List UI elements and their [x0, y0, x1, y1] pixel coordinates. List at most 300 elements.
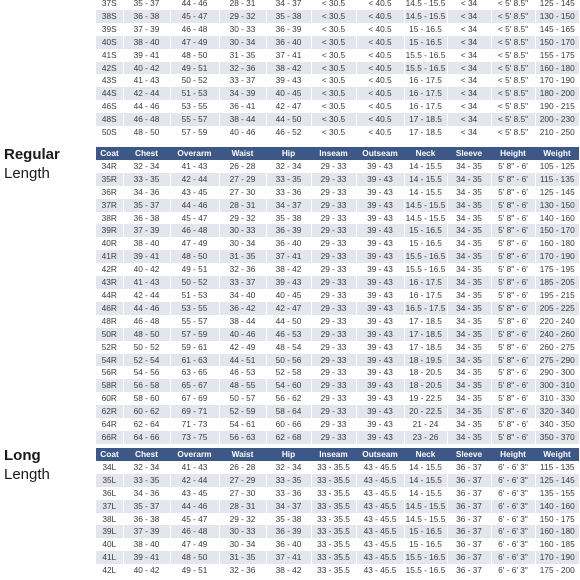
table-cell: 6' - 6' 3": [491, 487, 535, 500]
table-cell: 40 - 42: [123, 263, 170, 276]
table-cell: 38 - 44: [219, 315, 266, 328]
table-cell: 46 - 48: [170, 23, 219, 36]
table-cell: 57 - 59: [170, 328, 219, 341]
table-cell: 33 - 35.5: [311, 564, 356, 577]
table-cell: 38R: [96, 212, 123, 225]
table-cell: 33 - 37: [219, 74, 266, 87]
table-cell: 56 - 58: [123, 379, 170, 392]
table-cell: 5' 8" - 6': [491, 173, 535, 186]
table-cell: 30 - 33: [219, 525, 266, 538]
table-cell: 41S: [96, 49, 123, 62]
table-cell: 17 - 18.5: [404, 328, 447, 341]
table-cell: 17 - 18.5: [404, 113, 447, 126]
table-cell: 62 - 68: [266, 431, 311, 444]
table-cell: 50 - 52: [123, 341, 170, 354]
table-cell: 29 - 33: [311, 276, 356, 289]
table-cell: 200 - 230: [535, 113, 579, 126]
table-cell: < 30.5: [311, 36, 356, 49]
table-cell: 51 - 53: [170, 87, 219, 100]
table-cell: 36 - 40: [266, 538, 311, 551]
table-cell: 34 - 39: [219, 87, 266, 100]
table-cell: 34 - 40: [219, 289, 266, 302]
table-cell: 39 - 43: [356, 199, 404, 212]
table-cell: 54R: [96, 354, 123, 367]
table-cell: 42 - 44: [123, 289, 170, 302]
table-cell: < 30.5: [311, 23, 356, 36]
table-cell: 46 - 48: [123, 315, 170, 328]
table-cell: 42R: [96, 263, 123, 276]
table-cell: < 40.5: [356, 0, 404, 10]
table-cell: 36 - 38: [123, 10, 170, 23]
table-row: [96, 62, 579, 75]
table-row: [96, 341, 579, 354]
column-header: Chest: [123, 147, 170, 160]
table-cell: 41 - 43: [123, 74, 170, 87]
table-row: [96, 405, 579, 418]
table-row: [96, 276, 579, 289]
table-row: [96, 250, 579, 263]
table-cell: 39 - 43: [356, 379, 404, 392]
table-cell: 54 - 61: [219, 418, 266, 431]
table-cell: 36 - 40: [266, 237, 311, 250]
table-cell: 16 - 17.5: [404, 276, 447, 289]
table-cell: 15.5 - 16.5: [405, 264, 446, 275]
table-cell: 30 - 34: [219, 36, 266, 49]
table-cell: 36 - 38: [123, 513, 170, 526]
table-cell: 29 - 33: [311, 418, 356, 431]
table-cell: 36 - 40: [266, 36, 311, 49]
table-row: [96, 237, 579, 250]
table-cell: 32 - 34: [266, 160, 311, 173]
table-cell: 41 - 43: [170, 160, 219, 173]
table-cell: 37L: [96, 500, 123, 513]
table-cell: 16 - 17.5: [404, 100, 447, 113]
table-cell: 175 - 200: [535, 564, 579, 577]
table-cell: 56 - 63: [219, 431, 266, 444]
table-cell: 5' 8" - 6': [491, 431, 535, 444]
table-cell: 32 - 34: [123, 160, 170, 173]
table-cell: 16 - 17.5: [404, 74, 447, 87]
table-cell: 29 - 33: [311, 186, 356, 199]
table-cell: < 34: [447, 126, 491, 139]
table-cell: 55 - 57: [170, 315, 219, 328]
table-cell: 29 - 32: [219, 10, 266, 23]
table-cell: 44S: [96, 87, 123, 100]
table-cell: 58 - 60: [123, 392, 170, 405]
table-cell: 195 - 215: [535, 289, 579, 302]
table-cell: 31 - 35: [219, 551, 266, 564]
table-cell: 37 - 39: [123, 224, 170, 237]
table-row: [96, 431, 579, 444]
table-cell: 320 - 340: [535, 405, 579, 418]
table-cell: 5' 8" - 6': [491, 379, 535, 392]
table-cell: 5' 8" - 6': [491, 418, 535, 431]
table-cell: 39 - 43: [356, 392, 404, 405]
table-cell: 30 - 34: [219, 237, 266, 250]
table-cell: 50 - 52: [170, 74, 219, 87]
table-cell: 54 - 56: [123, 366, 170, 379]
table-cell: 36 - 37: [447, 487, 491, 500]
table-cell: 6' - 6' 3": [491, 538, 535, 551]
table-cell: 29 - 32: [219, 513, 266, 526]
table-row: [96, 10, 579, 23]
table-cell: 6' - 6' 3": [491, 461, 535, 474]
table-cell: 14.5 - 15.5: [404, 0, 447, 10]
table-cell: 18 - 20.5: [404, 366, 447, 379]
table-cell: 45 - 47: [170, 212, 219, 225]
table-cell: 40 - 42: [123, 564, 170, 577]
table-cell: 14 - 15.5: [404, 461, 447, 474]
table-cell: 34 - 35: [447, 186, 491, 199]
regular-length-label: [4, 147, 60, 181]
table-cell: 5' 8" - 6': [491, 392, 535, 405]
table-cell: 14 - 15.5: [404, 474, 447, 487]
table-cell: < 30.5: [311, 100, 356, 113]
table-row: [96, 366, 579, 379]
table-cell: 67 - 69: [170, 392, 219, 405]
column-header: Waist: [219, 147, 266, 160]
table-cell: 35 - 37: [123, 0, 170, 10]
table-cell: 43 - 45.5: [356, 461, 404, 474]
table-cell: 46 - 52: [266, 126, 311, 139]
table-cell: 36L: [96, 487, 123, 500]
table-cell: 29 - 33: [311, 341, 356, 354]
table-cell: 39 - 41: [123, 551, 170, 564]
table-cell: 48 - 50: [170, 49, 219, 62]
table-cell: 180 - 200: [535, 87, 579, 100]
table-cell: 46 - 48: [170, 224, 219, 237]
table-cell: 34 - 35: [447, 405, 491, 418]
table-cell: 31 - 35: [219, 250, 266, 263]
table-cell: 39 - 43: [356, 341, 404, 354]
table-cell: 44 - 46: [170, 0, 219, 10]
table-cell: 35 - 38: [266, 513, 311, 526]
table-cell: < 5' 8.5": [491, 74, 535, 87]
table-cell: 135 - 155: [535, 487, 579, 500]
table-cell: 27 - 29: [219, 173, 266, 186]
table-cell: 44 - 50: [266, 113, 311, 126]
table-cell: 160 - 180: [535, 62, 579, 75]
table-cell: 39 - 41: [123, 49, 170, 62]
table-cell: 140 - 160: [535, 212, 579, 225]
table-cell: 64R: [96, 418, 123, 431]
table-cell: 49 - 51: [170, 564, 219, 577]
table-cell: 14 - 15.5: [404, 173, 447, 186]
regular-label-line1: Regular: [4, 146, 60, 163]
table-cell: 43 - 45.5: [356, 551, 404, 564]
table-cell: 45 - 47: [170, 513, 219, 526]
regular-length-table: [96, 147, 579, 444]
table-cell: 125 - 145: [535, 474, 579, 487]
table-cell: 220 - 240: [535, 315, 579, 328]
table-cell: 34 - 35: [447, 302, 491, 315]
table-cell: 38 - 40: [123, 538, 170, 551]
table-row: [96, 564, 579, 577]
table-cell: 23 - 26: [404, 431, 447, 444]
table-cell: 29 - 33: [311, 302, 356, 315]
table-cell: < 30.5: [311, 10, 356, 23]
table-cell: 300 - 310: [535, 379, 579, 392]
table-cell: 29 - 32: [219, 212, 266, 225]
table-row: [96, 379, 579, 392]
table-cell: 5' 8" - 6': [491, 224, 535, 237]
table-cell: 18 - 20.5: [404, 379, 447, 392]
table-cell: < 34: [447, 10, 491, 23]
table-cell: 48 - 50: [123, 328, 170, 341]
table-cell: 33 - 36: [266, 186, 311, 199]
table-cell: 155 - 175: [535, 49, 579, 62]
table-cell: 145 - 165: [535, 23, 579, 36]
table-cell: 44 - 46: [170, 500, 219, 513]
table-row: [96, 23, 579, 36]
table-row: [96, 418, 579, 431]
table-cell: 33 - 35.5: [311, 487, 356, 500]
table-row: [96, 392, 579, 405]
table-cell: 240 - 260: [535, 328, 579, 341]
table-cell: < 34: [447, 113, 491, 126]
table-cell: 39R: [96, 224, 123, 237]
table-cell: < 5' 8.5": [491, 100, 535, 113]
column-header: Coat: [96, 448, 123, 461]
table-row: [96, 126, 579, 139]
table-row: [96, 474, 579, 487]
table-cell: 47 - 49: [170, 538, 219, 551]
table-cell: 17 - 18.5: [404, 341, 447, 354]
table-cell: 6' - 6' 3": [491, 564, 535, 577]
table-cell: 50R: [96, 328, 123, 341]
table-cell: 6' - 6' 3": [491, 525, 535, 538]
table-cell: 290 - 300: [535, 366, 579, 379]
table-row: [96, 328, 579, 341]
table-cell: 46R: [96, 302, 123, 315]
table-cell: < 30.5: [311, 0, 356, 10]
table-cell: 44 - 51: [219, 354, 266, 367]
table-cell: 15 - 16.5: [404, 538, 447, 551]
table-cell: 39S: [96, 23, 123, 36]
table-cell: 42 - 47: [266, 302, 311, 315]
table-cell: 39 - 43: [356, 354, 404, 367]
table-cell: 115 - 135: [535, 461, 579, 474]
table-cell: 6' - 6' 3": [491, 500, 535, 513]
table-cell: 170 - 190: [535, 250, 579, 263]
table-cell: 36 - 37: [447, 513, 491, 526]
table-cell: 32 - 36: [219, 263, 266, 276]
table-cell: 34 - 35: [447, 392, 491, 405]
table-row: [96, 525, 579, 538]
table-cell: 34 - 35: [447, 263, 491, 276]
table-cell: 33 - 35.5: [311, 474, 356, 487]
table-cell: 210 - 250: [535, 126, 579, 139]
table-cell: 36 - 37: [447, 500, 491, 513]
table-cell: 33 - 37: [219, 276, 266, 289]
table-cell: 16.5 - 17.5: [405, 302, 446, 313]
table-cell: 33 - 35: [266, 173, 311, 186]
table-cell: 39 - 43: [266, 74, 311, 87]
table-cell: < 30.5: [311, 126, 356, 139]
table-cell: 33 - 35.5: [311, 461, 356, 474]
table-cell: 32 - 36: [219, 564, 266, 577]
table-row: [96, 263, 579, 276]
table-cell: < 34: [447, 36, 491, 49]
table-cell: 42 - 44: [170, 474, 219, 487]
table-cell: 19 - 22.5: [404, 392, 447, 405]
table-cell: 29 - 33: [311, 160, 356, 173]
column-header: Overarm: [170, 147, 219, 160]
table-cell: 40 - 42: [123, 62, 170, 75]
table-row: [96, 315, 579, 328]
table-cell: 34 - 35: [447, 276, 491, 289]
table-cell: 39 - 43: [356, 418, 404, 431]
table-cell: 38L: [96, 513, 123, 526]
table-cell: 175 - 195: [535, 263, 579, 276]
table-cell: 34 - 35: [447, 173, 491, 186]
table-cell: 38 - 40: [123, 36, 170, 49]
table-cell: 17 - 18.5: [404, 126, 447, 139]
table-cell: 5' 8" - 6': [491, 302, 535, 315]
table-cell: < 5' 8.5": [491, 10, 535, 23]
table-cell: 5' 8" - 6': [491, 212, 535, 225]
table-cell: 69 - 71: [170, 405, 219, 418]
column-header: Neck: [404, 147, 447, 160]
table-cell: < 30.5: [311, 74, 356, 87]
table-cell: 33 - 35: [123, 173, 170, 186]
table-cell: 30 - 33: [219, 224, 266, 237]
table-cell: 34 - 37: [266, 0, 311, 10]
table-cell: 39 - 43: [356, 366, 404, 379]
column-header: Outseam: [356, 147, 404, 160]
table-cell: 28 - 31: [219, 0, 266, 10]
table-cell: 36 - 38: [123, 212, 170, 225]
long-length-table: [96, 448, 579, 577]
table-cell: 39 - 43: [356, 250, 404, 263]
table-cell: 5' 8" - 6': [491, 405, 535, 418]
table-cell: 29 - 33: [311, 379, 356, 392]
table-cell: 37S: [96, 0, 123, 10]
table-cell: 36 - 37: [447, 525, 491, 538]
table-cell: 43 - 45: [170, 186, 219, 199]
table-cell: 260 - 275: [535, 341, 579, 354]
table-cell: 34 - 35: [447, 431, 491, 444]
table-cell: 34 - 35: [447, 224, 491, 237]
table-cell: 15 - 16.5: [404, 36, 447, 49]
table-cell: 42L: [96, 564, 123, 577]
table-row: [96, 212, 579, 225]
table-cell: < 40.5: [356, 113, 404, 126]
table-cell: 44R: [96, 289, 123, 302]
table-cell: 5' 8" - 6': [491, 328, 535, 341]
table-cell: 36 - 37: [447, 461, 491, 474]
table-cell: 61 - 63: [170, 354, 219, 367]
table-cell: 15.5 - 16.5: [405, 565, 446, 576]
table-cell: 46 - 48: [123, 113, 170, 126]
table-cell: 42S: [96, 62, 123, 75]
table-row: [96, 354, 579, 367]
table-cell: 73 - 75: [170, 431, 219, 444]
table-cell: 170 - 190: [535, 74, 579, 87]
table-cell: 15.5 - 16.5: [405, 552, 446, 563]
table-cell: 43 - 45.5: [356, 474, 404, 487]
table-cell: 6' - 6' 3": [491, 474, 535, 487]
table-cell: 50 - 56: [266, 354, 311, 367]
table-cell: 26 - 28: [219, 160, 266, 173]
table-cell: 43 - 45.5: [356, 500, 404, 513]
table-cell: 34 - 35: [447, 379, 491, 392]
table-cell: 32 - 36: [219, 62, 266, 75]
table-row: [96, 49, 579, 62]
table-cell: 60 - 66: [266, 418, 311, 431]
header-row: [96, 448, 579, 461]
table-cell: 36 - 37: [447, 474, 491, 487]
table-cell: 29 - 33: [311, 405, 356, 418]
table-cell: < 40.5: [356, 74, 404, 87]
table-cell: 55 - 57: [170, 113, 219, 126]
table-cell: 185 - 205: [535, 276, 579, 289]
table-cell: 58 - 64: [266, 405, 311, 418]
column-header: Chest: [123, 448, 170, 461]
table-cell: 190 - 215: [535, 100, 579, 113]
table-cell: 36 - 37: [447, 551, 491, 564]
table-cell: 310 - 330: [535, 392, 579, 405]
table-cell: 5' 8" - 6': [491, 289, 535, 302]
table-cell: 130 - 150: [535, 10, 579, 23]
table-cell: 33 - 35.5: [311, 551, 356, 564]
table-cell: 28 - 31: [219, 500, 266, 513]
table-cell: < 30.5: [311, 87, 356, 100]
table-row: [96, 87, 579, 100]
table-row: [96, 74, 579, 87]
table-cell: 38 - 40: [123, 237, 170, 250]
table-cell: 160 - 180: [535, 525, 579, 538]
table-cell: 5' 8" - 6': [491, 341, 535, 354]
table-cell: 43 - 45: [170, 487, 219, 500]
table-cell: 62 - 64: [123, 418, 170, 431]
table-cell: < 40.5: [356, 36, 404, 49]
table-cell: 160 - 185: [535, 538, 579, 551]
table-cell: 37 - 39: [123, 23, 170, 36]
table-cell: 34R: [96, 160, 123, 173]
table-cell: 14.5 - 15.5: [405, 500, 446, 511]
table-cell: 34 - 35: [447, 199, 491, 212]
table-cell: 37 - 39: [123, 525, 170, 538]
table-cell: 34 - 35: [447, 328, 491, 341]
regular-label-line2: Length: [4, 165, 50, 182]
table-cell: 29 - 33: [311, 237, 356, 250]
table-cell: 33 - 35.5: [311, 513, 356, 526]
table-cell: 29 - 33: [311, 224, 356, 237]
table-cell: 205 - 225: [535, 302, 579, 315]
table-cell: 5' 8" - 6': [491, 263, 535, 276]
table-cell: 46 - 53: [219, 366, 266, 379]
table-cell: 41L: [96, 551, 123, 564]
table-cell: 50 - 57: [219, 392, 266, 405]
column-header: Hip: [266, 448, 311, 461]
table-row: [96, 289, 579, 302]
table-cell: 53 - 55: [170, 100, 219, 113]
table-cell: 48 - 50: [170, 551, 219, 564]
table-cell: 38 - 42: [266, 62, 311, 75]
table-cell: 39 - 43: [356, 289, 404, 302]
column-header: Outseam: [356, 448, 404, 461]
table-row: [96, 461, 579, 474]
table-cell: 340 - 350: [535, 418, 579, 431]
table-cell: 33 - 35.5: [311, 525, 356, 538]
table-row: [96, 160, 579, 173]
table-row: [96, 538, 579, 551]
table-cell: 40 - 45: [266, 289, 311, 302]
table-cell: 6' - 6' 3": [491, 513, 535, 526]
table-cell: 52 - 58: [266, 366, 311, 379]
table-cell: < 34: [447, 87, 491, 100]
